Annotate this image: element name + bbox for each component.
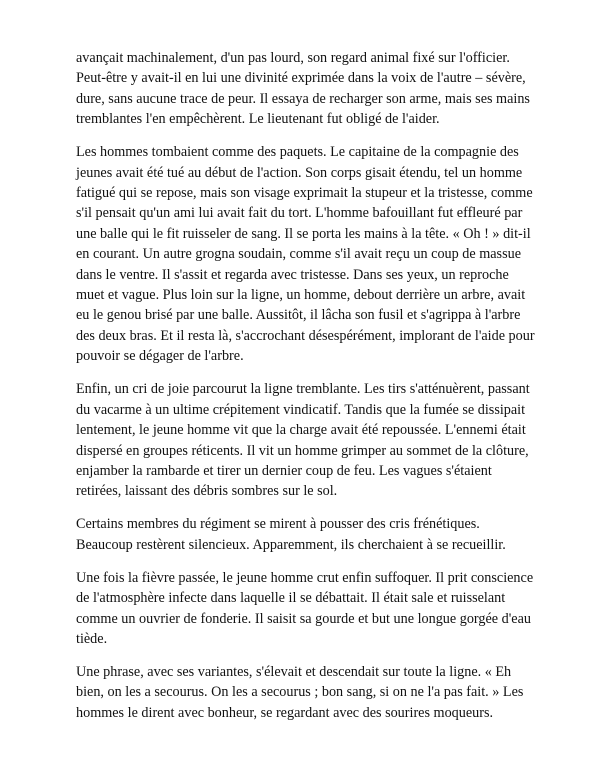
paragraph-5: Une fois la fièvre passée, le jeune homme crut enfin suffoquer. Il prit conscience de l'atmosphère infecte dans laquelle il se débattait. Il était sale et ruisselant comme un ouvrier de fonderie. Il saisit sa gourde et but une longue gorgée d'eau tiède. <box>76 569 534 647</box>
document-page <box>76 48 538 736</box>
paragraph-6: Une phrase, avec ses variantes, s'élevait et descendait sur toute la ligne. « Eh bien, on les a secourus. On les a secourus ; bon sang, si on ne l'a pas fait. » Les hommes le dirent avec bonheur, se regardant avec des sourires moqueurs. <box>76 663 524 721</box>
paragraph-1: avançait machinalement, d'un pas lourd, son regard animal fixé sur l'officier. Peut-être y avait-il en lui une divinité exprimée dans la voix de l'autre – sévère, dure, sans aucune trace de peur. Il essaya de recharger son arme, mais ses mains tremblantes l'en empêchèrent. Le lieutenant fut obligé de l'aider. <box>76 50 530 128</box>
paragraph-3: Enfin, un cri de joie parcourut la ligne tremblante. Les tirs s'atténuèrent, passant du vacarme à un ultime crépitement vindicatif. Tandis que la fumée se dissipait lentement, le jeune homme vit que la charge avait été repoussée. L'ennemi était dispersé en groupes réticents. Il vit un homme grimper au sommet de la clôture, enjamber la rambarde et tirer un dernier coup de feu. Les vagues s'étaient retirées, laissant des débris sombres sur le sol. <box>76 381 530 500</box>
paragraph-2: Les hommes tombaient comme des paquets. Le capitaine de la compagnie des jeunes avait été tué au début de l'action. Son corps gisait étendu, tel un homme fatigué qui se repose, mais son visage exprimait la stupeur et la tristesse, comme s'il pensait qu'un ami lui avait fait du tort. L'homme bafouillant fut effleuré par une balle qui le fit ruisseler de sang. Il se porta les mains à la tête. « Oh ! » dit-il en courant. Un autre grogna soudain, comme s'il avait reçu un coup de massue dans le ventre. Il s'assit et regarda avec tristesse. Dans ses yeux, un reproche muet et vague. Plus loin sur la ligne, un homme, debout derrière un arbre, avait eu le genou brisé par une balle. Aussitôt, il lâcha son fusil et s'agrippa à l'arbre des deux bras. Et il resta là, s'accrochant désespérément, implorant de l'aide pour pouvoir se dégager de l'arbre. <box>76 144 535 365</box>
paragraph-4: Certains membres du régiment se mirent à pousser des cris frénétiques. Beaucoup restèrent silencieux. Apparemment, ils cherchaient à se recueillir. <box>76 516 506 553</box>
